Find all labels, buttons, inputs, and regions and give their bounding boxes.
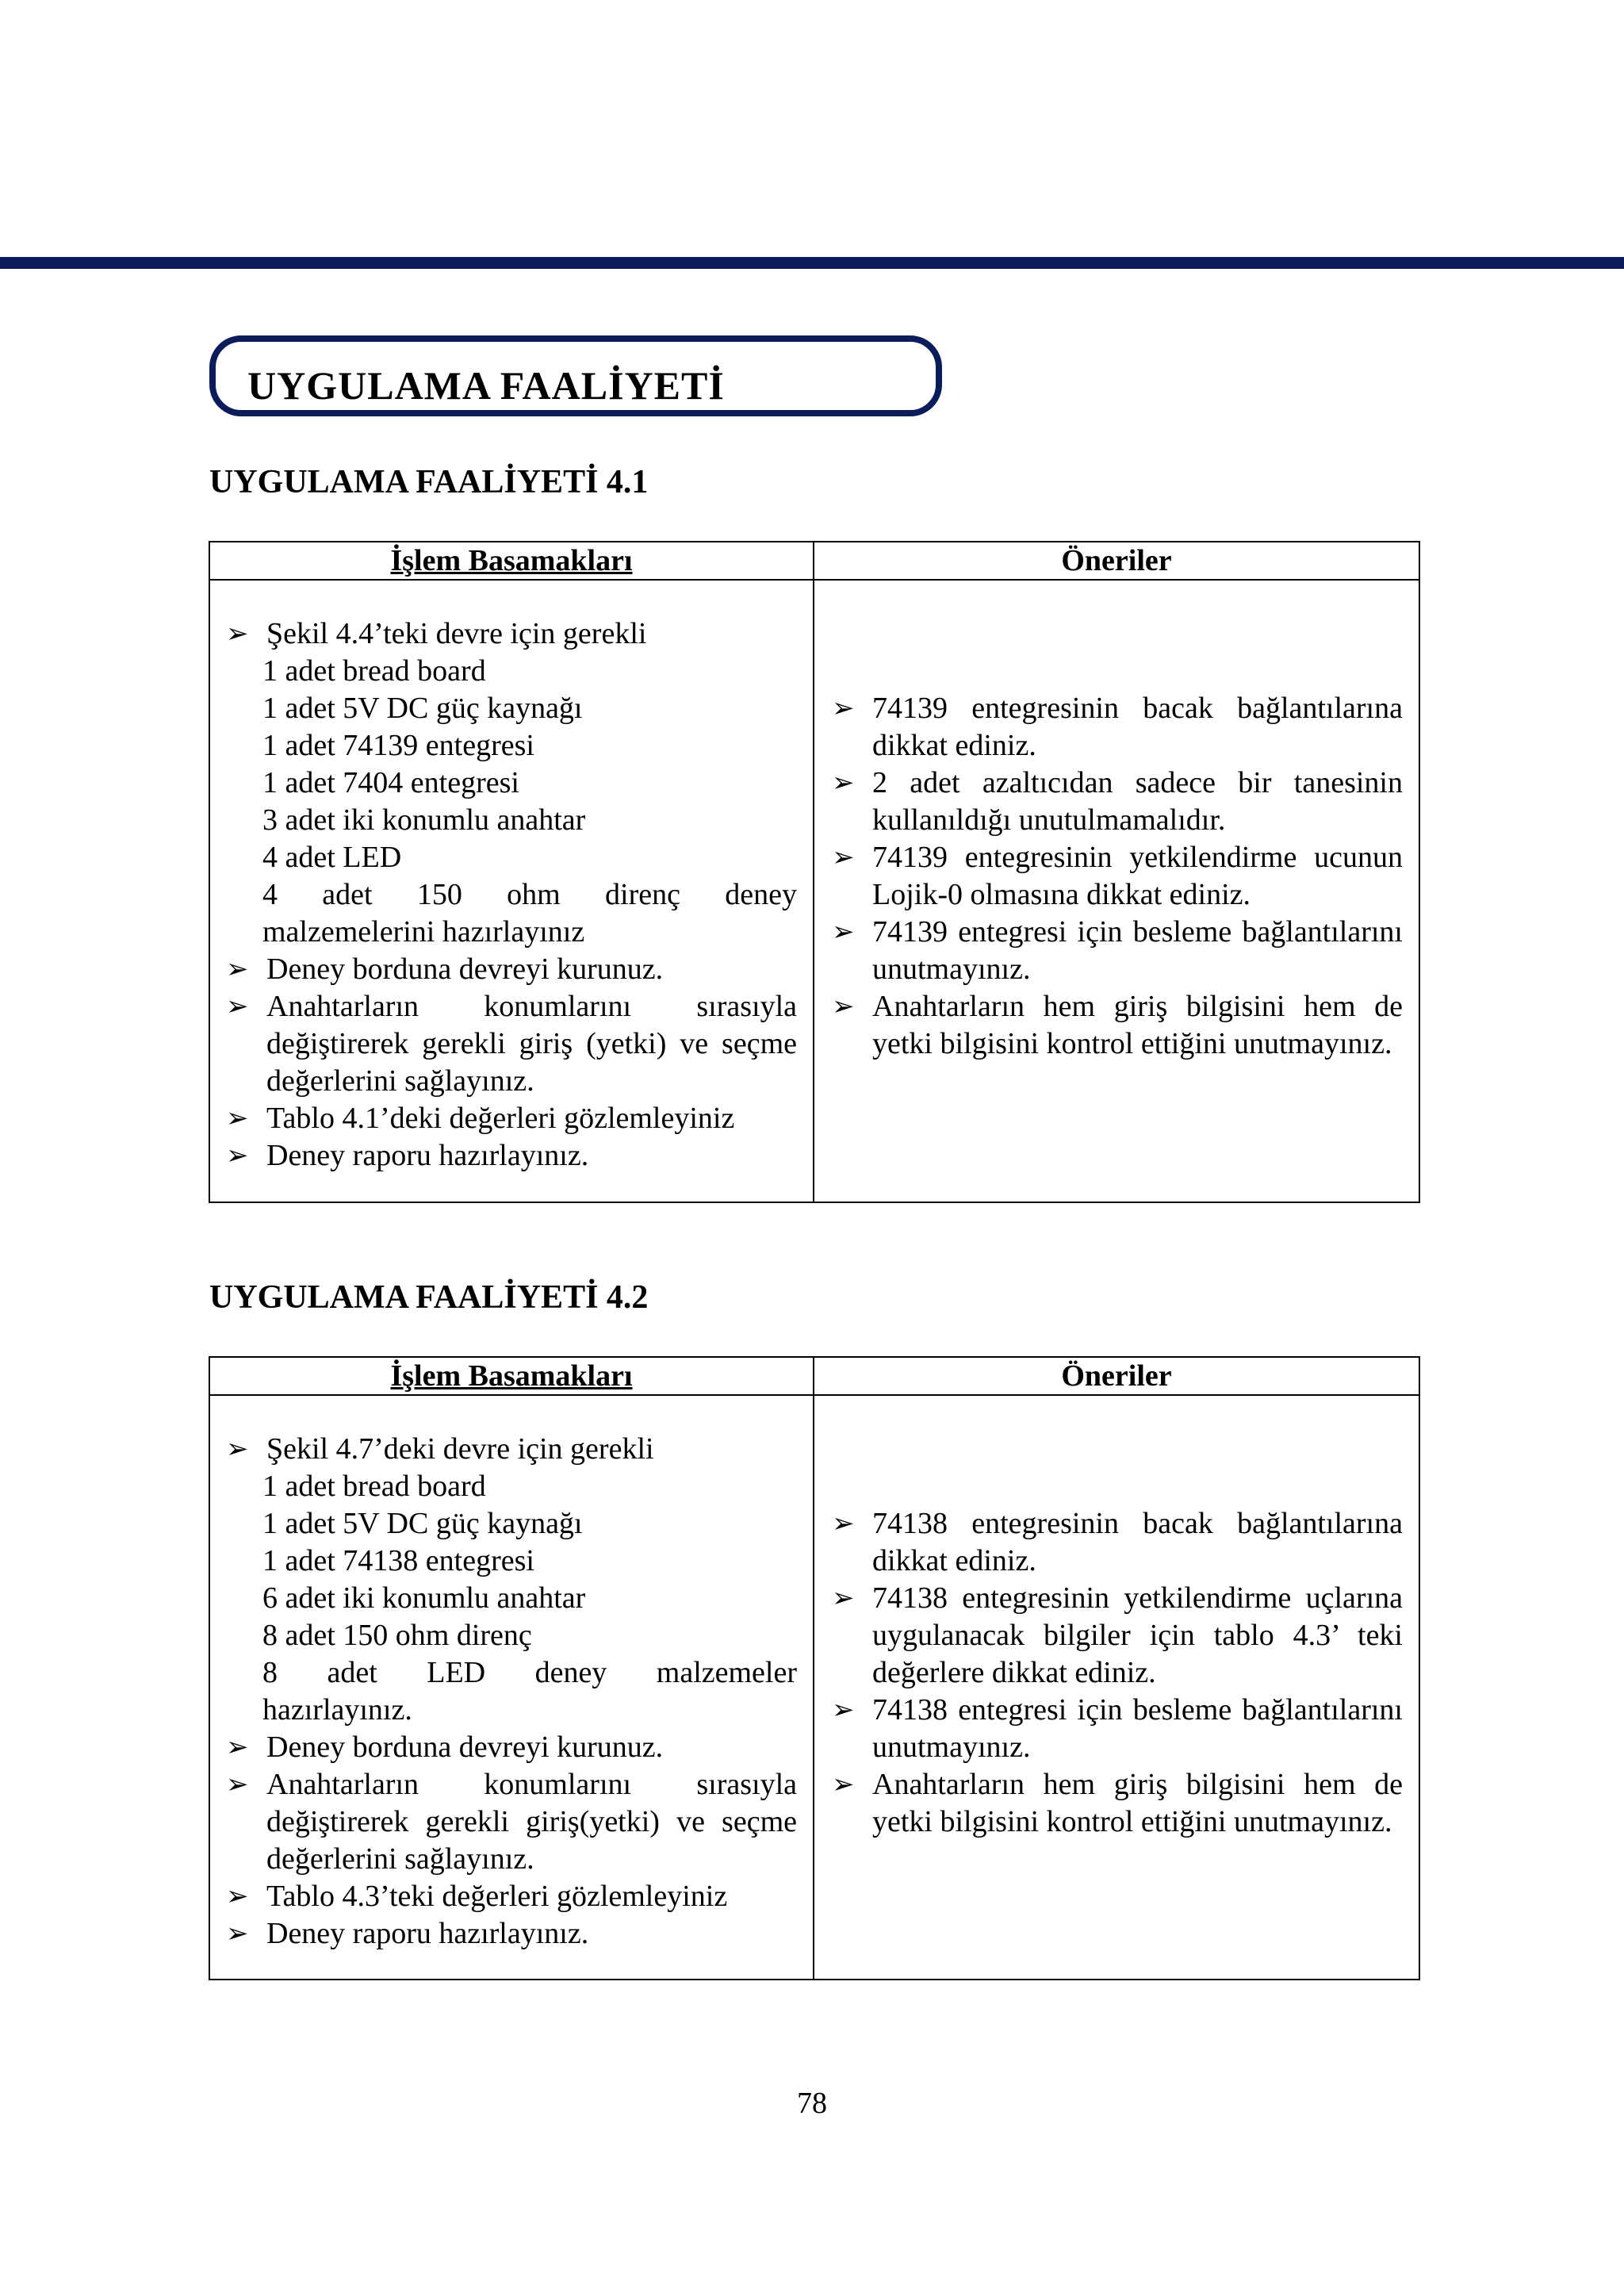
- step-item: ➢ Tablo 4.3’teki değerleri gözlemleyiniz: [226, 1878, 797, 1915]
- material-item: hazırlayınız.: [262, 1693, 412, 1727]
- steps-cell: [209, 580, 814, 1202]
- material-item: 6 adet iki konumlu anahtar: [262, 1581, 586, 1615]
- suggestion-item: ➢ Anahtarların hem giriş bilgisini hem de yetki bilgisini kontrol ettiğini unutmayınız.: [832, 1766, 1403, 1841]
- activity-table-4-1: [209, 541, 1420, 1203]
- suggestions-cell: [814, 1395, 1419, 1980]
- material-item: 8 adet LED deney malzemeler: [262, 1656, 797, 1689]
- step-item: ➢ Şekil 4.4’teki devre için gerekli: [226, 615, 797, 653]
- section-title-4-2: UYGULAMA FAALİYETİ 4.2: [209, 1279, 649, 1316]
- section-title-4-1: UYGULAMA FAALİYETİ 4.1: [209, 464, 649, 500]
- suggestion-item: ➢ 74138 entegresi için besleme bağlantılarını unutmayınız.: [832, 1692, 1403, 1766]
- material-item: 1 adet 5V DC güç kaynağı: [262, 1507, 583, 1540]
- step-item: ➢ Deney borduna devreyi kurunuz.: [226, 1729, 797, 1766]
- step-item: ➢ Tablo 4.1’deki değerleri gözlemleyiniz: [226, 1100, 797, 1137]
- suggestion-item: ➢ Anahtarların hem giriş bilgisini hem de yetki bilgisini kontrol ettiğini unutmayınız.: [832, 988, 1403, 1063]
- material-item: 1 adet 7404 entegresi: [262, 766, 519, 799]
- material-item: 1 adet bread board: [262, 1470, 486, 1503]
- page-number: 78: [797, 2087, 827, 2120]
- suggestion-item: ➢ 74138 entegresinin bacak bağlantılarına dikkat ediniz.: [832, 1505, 1403, 1580]
- material-item: 1 adet bread board: [262, 654, 486, 688]
- suggestion-item: ➢ 2 adet azaltıcıdan sadece bir tanesinin kullanıldığı unutulmamalıdır.: [832, 765, 1403, 839]
- step-item: ➢ Deney raporu hazırlayınız.: [226, 1915, 797, 1953]
- header-steps: İşlem Basamakları: [209, 1357, 814, 1395]
- suggestion-item: ➢ 74139 entegresi için besleme bağlantılarını unutmayınız.: [832, 914, 1403, 988]
- suggestion-item: ➢ 74139 entegresinin bacak bağlantılarına dikkat ediniz.: [832, 690, 1403, 765]
- header-suggestions: Öneriler: [814, 542, 1419, 580]
- step-item: ➢ Şekil 4.7’deki devre için gerekli: [226, 1431, 797, 1468]
- material-item: 1 adet 74138 entegresi: [262, 1544, 534, 1577]
- material-item: 1 adet 5V DC güç kaynağı: [262, 692, 583, 725]
- suggestion-item: ➢ 74138 entegresinin yetkilendirme uçlarına uygulanacak bilgiler için tablo 4.3’ teki değerlere dikkat ediniz.: [832, 1580, 1403, 1692]
- material-item: 1 adet 74139 entegresi: [262, 729, 534, 762]
- material-item: malzemelerini hazırlayınız: [262, 915, 585, 949]
- activity-banner: [209, 335, 942, 416]
- suggestion-item: ➢ 74139 entegresinin yetkilendirme ucunun Lojik-0 olmasına dikkat ediniz.: [832, 839, 1403, 914]
- steps-cell: [209, 1395, 814, 1980]
- step-item: ➢ Deney borduna devreyi kurunuz.: [226, 951, 797, 988]
- material-item: 3 adet iki konumlu anahtar: [262, 803, 586, 837]
- header-suggestions: Öneriler: [814, 1357, 1419, 1395]
- step-item: ➢ Anahtarların konumlarını sırasıyla değiştirerek gerekli giriş (yetki) ve seçme değerlerini sağlayınız.: [226, 988, 797, 1100]
- header-rule: [0, 257, 1624, 269]
- material-item: 8 adet 150 ohm direnç: [262, 1619, 532, 1652]
- materials-list: [226, 1468, 797, 1729]
- activity-table-4-2: [209, 1356, 1420, 1980]
- step-item: ➢ Deney raporu hazırlayınız.: [226, 1137, 797, 1175]
- material-item: 4 adet 150 ohm direnç deney: [262, 878, 797, 911]
- banner-title: UYGULAMA FAALİYETİ: [247, 363, 725, 408]
- step-item: ➢ Anahtarların konumlarını sırasıyla değiştirerek gerekli giriş(yetki) ve seçme değerlerini sağlayınız.: [226, 1766, 797, 1878]
- material-item: 4 adet LED: [262, 841, 402, 874]
- materials-list: [226, 653, 797, 951]
- header-steps: İşlem Basamakları: [209, 542, 814, 580]
- suggestions-cell: [814, 580, 1419, 1202]
